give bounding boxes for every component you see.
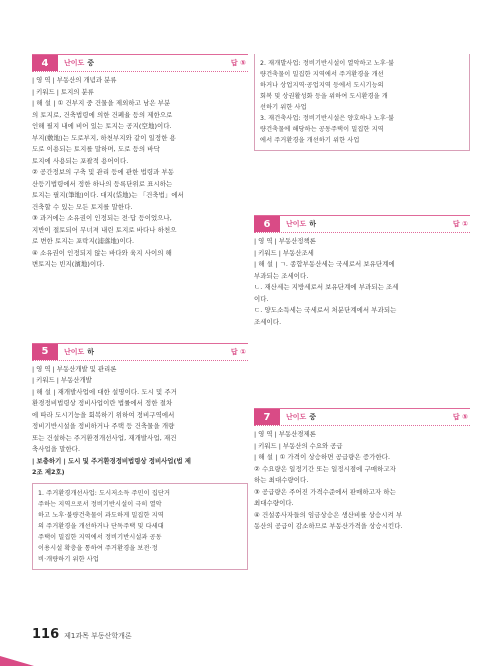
- text-line: ④ 건설종사자들의 임금상승은 생산비를 상승시켜 부: [254, 510, 403, 519]
- text-line: 인해 필지 내에 비어 있는 토지는 공지(空地)이다.: [32, 122, 172, 130]
- keyword-line: | 키워드 | 부동산개발: [32, 376, 92, 384]
- keyword-line: | 키워드 | 토지의 분류: [32, 87, 94, 96]
- text-line: 2. 재개발사업: 정비기반시설이 열악하고 노후·불: [260, 60, 395, 67]
- text-line: 동산의 공급이 감소하므로 부동산가격을 상승시킨다.: [254, 522, 403, 530]
- explanation: [254, 452, 470, 533]
- text-line: 도로 이용되는 토지를 말하며, 도로 등의 바닥: [32, 145, 160, 153]
- text-line: 비·개량하기 위한 사업: [38, 555, 99, 563]
- answer-label: 답 ①: [230, 347, 246, 356]
- explanation: [32, 98, 248, 271]
- text-line: 로 변한 토지는 포락지(浦落地)이다.: [32, 237, 135, 245]
- keyword-line: | 키워드 | 부동산조세: [254, 248, 314, 257]
- text-line: 산등기법령에서 정한 하나의 등록단위로 표시하는: [32, 179, 173, 188]
- text-line: 토지에 사용되는 포괄적 용어이다.: [32, 156, 129, 165]
- text-line: | 해 설 | ㄱ. 종합부동산세는 국세로서 보유단계에: [254, 260, 395, 268]
- difficulty: 난이도 하: [64, 347, 95, 356]
- supplement-box: [32, 483, 248, 570]
- answer-label: 답 ⑤: [452, 413, 468, 421]
- supplement-box-continued: [254, 54, 470, 151]
- text-line: 건축할 수 있는 모든 토지를 말한다.: [32, 202, 133, 211]
- text-line: 변토지는 빈지(濱地)이다.: [32, 260, 105, 268]
- explanation: [254, 259, 470, 328]
- text-line: 토지는 필지(筆地)이다. 대지(垈地)는 「건축법」에서: [32, 191, 184, 199]
- explanation: [32, 387, 248, 456]
- question-6-header: [254, 215, 470, 233]
- difficulty: 난이도 하: [286, 220, 317, 228]
- text-line: 에 따라 도시기능을 회복하기 위하여 정비구역에서: [32, 410, 175, 419]
- question-number: 6: [254, 216, 280, 232]
- right-column: [254, 54, 470, 533]
- page-footer: [32, 627, 132, 642]
- text-line: 주하는 지역으로서 정비기반시설이 극히 열악: [38, 500, 162, 508]
- subject-label: 제1과목 부동산학개론: [64, 632, 132, 640]
- left-column: [32, 54, 248, 570]
- text-line: 또는 건설하는 주거환경개선사업, 재개발사업, 재건: [32, 433, 177, 442]
- text-line: 에서 주거환경을 개선하기 위한 사업: [260, 137, 360, 144]
- domain-line: | 영 역 | 부동산경제론: [254, 430, 316, 438]
- question-5-header: [32, 343, 248, 361]
- text-line: ③ 과거에는 소유권이 인정되는 전·답 등이었으나,: [32, 214, 172, 222]
- text-line: 1. 주거환경개선사업: 도시저소득 주민이 집단거: [38, 489, 171, 497]
- domain-line: | 영 역 | 부동산정책론: [254, 237, 316, 245]
- text-line: 환경정비법령상 정비사업이란 법률에서 정한 절차: [32, 399, 173, 407]
- page-number: 116: [32, 627, 60, 642]
- text-line: ㄷ. 양도소득세는 국세로서 처분단계에서 부과되는: [254, 306, 397, 314]
- text-line: | 해 설 | 재개발사업에 대한 설명이다. 도시 및 주거: [32, 387, 178, 396]
- difficulty: 난이도 중: [64, 59, 95, 67]
- text-line: 량건축물에 해당하는 공동주택이 밀집한 지역: [260, 126, 384, 133]
- text-line: 조세이다.: [254, 317, 282, 326]
- text-line: 정비기반시설을 정비하거나 주택 등 건축물을 개량: [32, 422, 175, 430]
- question-number: 7: [254, 409, 280, 425]
- text-line: ㄴ. 재산세는 지방세로서 보유단계에 부과되는 조세: [254, 283, 399, 291]
- text-line: 하고 노후·불량건축물이 과도하게 밀집한 지역: [38, 511, 164, 519]
- keyword-line: | 키워드 | 부동산의 수요와 공급: [254, 441, 343, 450]
- text-line: 축사업을 말한다.: [32, 445, 81, 453]
- text-line: 의 토지로, 건축법령에 의한 건폐율 등의 제한으로: [32, 110, 173, 119]
- text-line: 량건축물이 밀집한 지역에서 주거환경을 개선: [260, 71, 384, 78]
- text-line: 주택이 밀집한 지역에서 정비기반시설과 공동: [38, 533, 162, 541]
- domain-line: | 영 역 | 부동산의 개념과 분류: [32, 76, 117, 84]
- supplement-title: | 보충하기 | 도시 및 주거환경정비법령상 정비사업(법 제: [32, 456, 191, 465]
- corner-decoration: [0, 656, 34, 666]
- text-line: | 해 설 | ① 건부지 중 건물을 제외하고 남은 부분: [32, 99, 171, 107]
- answer-label: 답 ①: [452, 220, 468, 228]
- text-line: 부과되는 조세이다.: [254, 271, 309, 280]
- text-line: 이용시설 확충을 통하여 주거환경을 보전·정: [38, 544, 158, 552]
- text-line: 지반이 절토되어 무너져 내린 토지로 바다나 하천으: [32, 225, 177, 234]
- text-line: ③ 공급량은 주어진 가격수준에서 판매하고자 하는: [254, 487, 396, 496]
- text-line: 회복 및 상권활성화 등을 위하여 도시환경을 개: [260, 93, 388, 100]
- text-line: 이다.: [254, 294, 269, 303]
- question-number: 4: [32, 55, 58, 71]
- question-4-header: [32, 54, 248, 72]
- text-line: 선하기 위한 사업: [260, 104, 307, 111]
- domain-line: | 영 역 | 부동산개발 및 관리론: [32, 364, 117, 373]
- supplement-title-cont: 2조 제2호): [32, 468, 65, 476]
- text-line: 하는 최대수량이다.: [254, 476, 309, 484]
- text-line: ② 공간정보의 구축 및 관리 등에 관한 법령과 부동: [32, 168, 175, 176]
- answer-label: 답 ⑤: [230, 59, 246, 67]
- difficulty: 난이도 중: [286, 413, 317, 421]
- text-line: 부지(敷地)는 도로부지, 하천부지와 같이 일정한 용: [32, 133, 176, 142]
- text-line: 최대수량이다.: [254, 499, 294, 507]
- question-7-header: [254, 408, 470, 426]
- text-line: ② 수요량은 일정기간 또는 일정시점에 구매하고자: [254, 464, 396, 473]
- text-line: ④ 소유권이 인정되지 않는 바다와 육지 사이의 해: [32, 248, 172, 257]
- text-line: | 해 설 | ① 가격이 상승하면 공급량은 증가한다.: [254, 453, 391, 461]
- text-line: 3. 재건축사업: 정비기반시설은 양호하나 노후·불: [260, 115, 395, 122]
- text-line: 의 주거환경을 개선하거나 단독주택 및 다세대: [38, 522, 164, 530]
- text-line: 하거나 상업지역·공업지역 등에서 도시기능의: [260, 82, 384, 89]
- question-number: 5: [32, 344, 58, 360]
